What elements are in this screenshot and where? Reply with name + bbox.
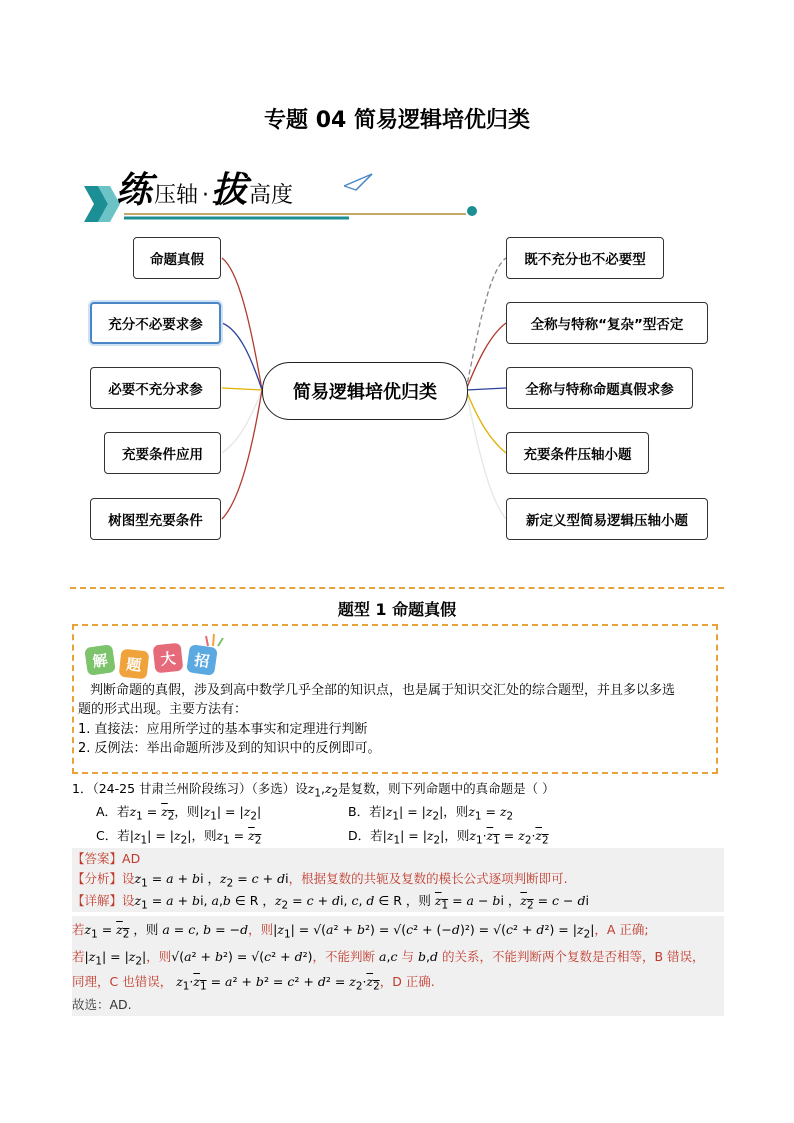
mindmap-node-left-2[interactable]: 充分不必要求参 bbox=[90, 302, 221, 344]
detail-case-cd: 同理，C 也错误， $z_1\cdot z_1 = a^2 + b^2 = c^2 + d^2 = z_2\cdot z_2$，D 正确. bbox=[72, 970, 724, 994]
option-b[interactable]: B．若$|z_1| = |z_2|$，则$z_1 = z_2$ bbox=[348, 804, 514, 823]
banner-part1: 练 bbox=[116, 169, 153, 211]
badge-char-4: 招 bbox=[186, 644, 218, 676]
mindmap-node-left-3[interactable]: 必要不充分求参 bbox=[90, 367, 221, 409]
case-b-result-2: 的关系，不能判断两个复数是否相等，B 错误， bbox=[441, 949, 705, 964]
mindmap-node-right-5[interactable]: 新定义型简易逻辑压轴小题 bbox=[506, 498, 708, 540]
mindmap-center: 简易逻辑培优归类 bbox=[262, 362, 468, 420]
mindmap-node-left-1[interactable]: 命题真假 bbox=[133, 237, 221, 279]
badge-char-2: 题 bbox=[119, 649, 150, 680]
case-c-prefix: 同理，C 也错误， bbox=[72, 974, 173, 989]
tip-method-1: 1. 直接法：应用所学过的基本事实和定理进行判断 bbox=[78, 722, 368, 737]
banner-part4: 高度 bbox=[249, 183, 294, 208]
option-d-label: D．若 bbox=[348, 828, 383, 843]
badge-char-3: 大 bbox=[153, 643, 184, 674]
tip-intro-1: 判断命题的真假，涉及到高中数学几乎全部的知识点，也是属于知识交汇处的综合题型，并且多以多选 bbox=[90, 683, 676, 698]
tip-badge bbox=[86, 632, 226, 680]
page-title: 专题 04 简易逻辑培优归类 bbox=[264, 108, 530, 133]
tip-method-2: 2. 反例法：举出命题所涉及到的知识中的反例即可。 bbox=[78, 741, 381, 756]
option-a-label: A．若 bbox=[96, 804, 130, 819]
case-a-prefix: 若 bbox=[72, 922, 85, 937]
option-b-mid: ，则 bbox=[443, 804, 469, 819]
section-title: 题型 1 命题真假 bbox=[337, 600, 457, 619]
case-a-then: ，则 bbox=[248, 922, 274, 937]
mindmap-node-right-4[interactable]: 充要条件压轴小题 bbox=[506, 432, 649, 474]
conclusion-line bbox=[72, 994, 724, 1016]
analysis-text-1: 设 bbox=[122, 871, 135, 886]
option-c-label: C．若 bbox=[96, 828, 130, 843]
question-stem: 1．（24-25 甘肃兰州阶段练习）（多选）设$z_1,z_2$是复数，则下列命题中的真命题是（ ） bbox=[72, 781, 555, 800]
answer-value: AD bbox=[122, 851, 141, 866]
analysis-line: 【分析】设$z_1 = a$ + bi ，$z_2 = c$ + di，根据复数的共轭及复数的模长公式逐项判断即可. bbox=[72, 868, 724, 890]
case-a-result: ，A 正确; bbox=[594, 922, 649, 937]
mindmap-node-left-5[interactable]: 树图型充要条件 bbox=[90, 498, 221, 540]
section-divider bbox=[70, 587, 724, 589]
sparkle-icon bbox=[204, 632, 226, 648]
case-cd-result: ，D 正确. bbox=[379, 974, 435, 989]
detail-text: 设 bbox=[122, 893, 135, 908]
mindmap-node-right-3[interactable]: 全称与特称命题真假求参 bbox=[506, 367, 693, 409]
detail-case-b: 若$|z_1| = |z_2|$，则√(a² + b²) = √(c² + d²)，不能判断 a,c 与 b,d 的关系，不能判断两个复数是否相等，B 错误， bbox=[72, 944, 724, 970]
case-b-then: ，则 bbox=[146, 949, 172, 964]
banner-part2: 压轴 bbox=[154, 183, 199, 208]
option-c-mid: ，则 bbox=[191, 828, 217, 843]
banner-dot: · bbox=[202, 183, 210, 208]
answer-line bbox=[72, 848, 724, 870]
option-c[interactable]: C．若$|z_1| = |z_2|$，则$z_1 = z_2$ bbox=[96, 828, 262, 847]
badge-char-1: 解 bbox=[84, 644, 116, 676]
stem-prefix: 1．（24-25 甘肃兰州阶段练习）（多选）设 bbox=[72, 781, 308, 796]
analysis-label: 【分析】 bbox=[72, 871, 123, 886]
option-a[interactable]: A．若$z_1 = z_2$，则$|z_1| = |z_2|$ bbox=[96, 804, 262, 823]
banner-part3: 拔 bbox=[211, 169, 248, 211]
stem-suffix: 是复数，则下列命题中的真命题是（ ） bbox=[338, 781, 555, 796]
mindmap-node-left-4[interactable]: 充要条件应用 bbox=[104, 432, 221, 474]
tip-intro-2: 题的形式出现。主要方法有： bbox=[78, 702, 248, 717]
mindmap-node-right-2[interactable]: 全称与特称“复杂”型否定 bbox=[506, 302, 708, 344]
conclusion-text: 故选：AD. bbox=[72, 997, 132, 1012]
tip-text bbox=[78, 681, 718, 758]
analysis-text-2: ，根据复数的共轭及复数的模长公式逐项判断即可. bbox=[288, 871, 568, 886]
mindmap-connectors bbox=[0, 0, 794, 560]
answer-label: 【答案】 bbox=[72, 851, 123, 866]
option-d-mid: ，则 bbox=[444, 828, 470, 843]
detail-line: 【详解】设$z_1 = a$ + bi, a,b ∈ R ，$z_2 = c$ + di, c, d ∈ R ，则 $z_1 = a$ − bi ，$z_2 = c$ − di bbox=[72, 890, 724, 912]
mindmap-node-right-1[interactable]: 既不充分也不必要型 bbox=[506, 237, 664, 279]
option-b-label: B．若 bbox=[348, 804, 382, 819]
detail-label: 【详解】 bbox=[72, 893, 123, 908]
detail-case-a: 若$z_1 = z_2$ ，则 a = c, b = −d，则$|z_1| = √(a^2 + b^2) = √(c^2 + (-d)^2) = √(c^2 + d^2) = |z_2|$，A 正确; bbox=[72, 916, 724, 944]
case-b-result: ，不能判断 bbox=[312, 949, 376, 964]
option-a-mid: ，则 bbox=[174, 804, 200, 819]
case-b-prefix: 若 bbox=[72, 949, 85, 964]
option-d[interactable]: D．若$|z_1| = |z_2|$，则$z_1\cdot z_1 = z_2\cdot z_2$ bbox=[348, 828, 549, 847]
